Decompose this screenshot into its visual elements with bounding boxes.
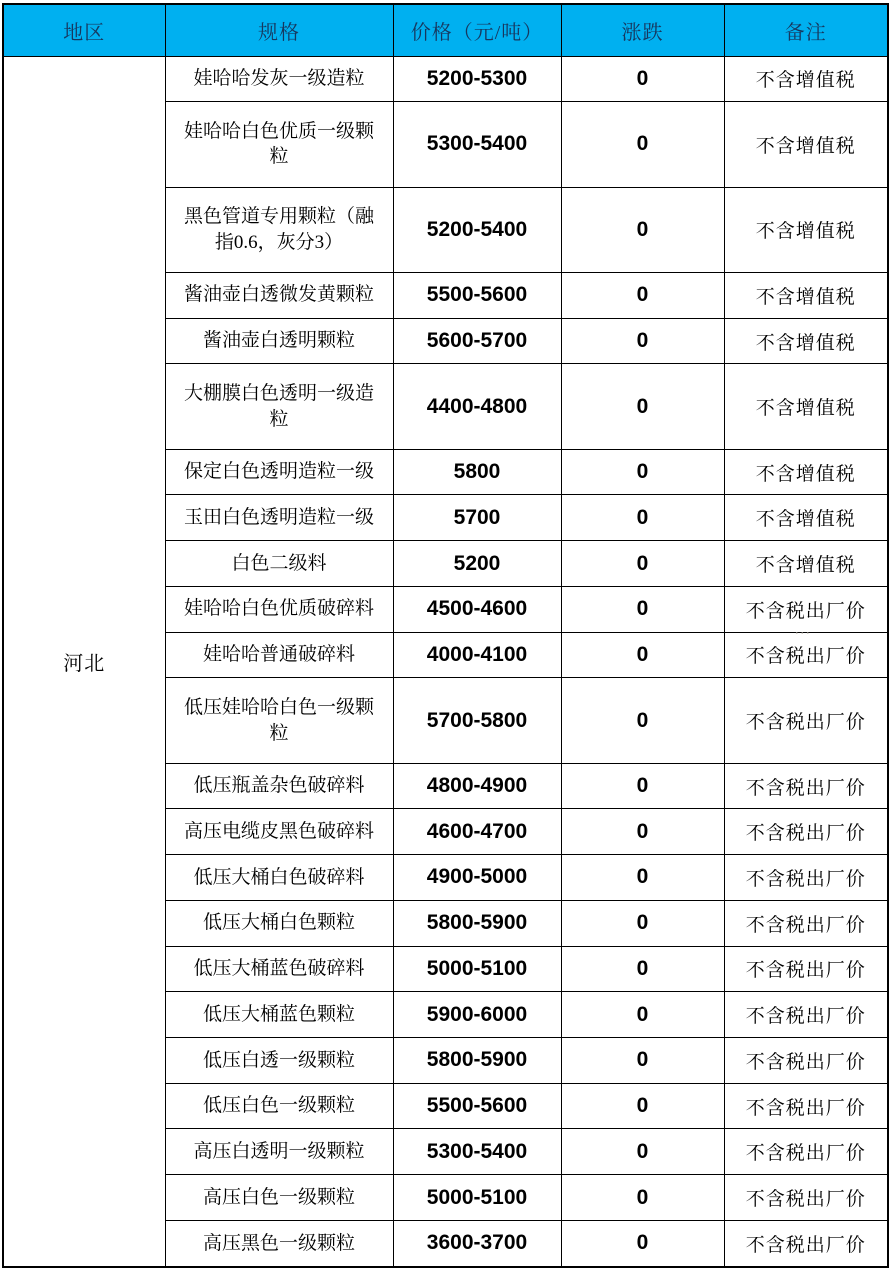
note-cell: 不含增值税	[724, 449, 888, 495]
note-cell: 不含税出厂价	[724, 1175, 888, 1221]
header-row	[3, 4, 888, 56]
note-cell: 不含税出厂价	[724, 678, 888, 763]
spec-cell: 酱油壶白透明颗粒	[165, 318, 393, 364]
spec-cell: 娃哈哈普通破碎料	[165, 632, 393, 678]
price-table	[2, 3, 889, 1268]
table-row	[3, 56, 888, 102]
change-cell: 0	[561, 364, 724, 449]
price-cell: 4900-5000	[393, 855, 561, 901]
change-cell: 0	[561, 900, 724, 946]
change-cell: 0	[561, 1083, 724, 1129]
note-cell: 不含税出厂价	[724, 632, 888, 678]
price-cell: 3600-3700	[393, 1220, 561, 1267]
change-cell: 0	[561, 809, 724, 855]
note-cell: 不含增值税	[724, 318, 888, 364]
note-cell: 不含增值税	[724, 495, 888, 541]
spec-cell: 低压瓶盖杂色破碎料	[165, 763, 393, 809]
change-cell: 0	[561, 1038, 724, 1084]
spec-cell: 玉田白色透明造粒一级	[165, 495, 393, 541]
change-cell: 0	[561, 56, 724, 102]
spec-cell: 低压白透一级颗粒	[165, 1038, 393, 1084]
header-cell-spec: 规格	[165, 4, 393, 56]
price-cell: 5700	[393, 495, 561, 541]
table-body	[3, 56, 888, 1267]
price-cell: 4500-4600	[393, 586, 561, 632]
spec-cell: 低压大桶白色破碎料	[165, 855, 393, 901]
change-cell: 0	[561, 763, 724, 809]
note-cell: 不含增值税	[724, 102, 888, 187]
change-cell: 0	[561, 449, 724, 495]
change-cell: 0	[561, 586, 724, 632]
note-cell: 不含税出厂价	[724, 946, 888, 992]
region-cell: 河北	[3, 56, 165, 1267]
price-cell: 5800-5900	[393, 1038, 561, 1084]
note-cell: 不含增值税	[724, 56, 888, 102]
change-cell: 0	[561, 187, 724, 272]
note-cell: 不含税出厂价	[724, 900, 888, 946]
spec-cell: 低压大桶白色颗粒	[165, 900, 393, 946]
price-cell: 5900-6000	[393, 992, 561, 1038]
price-cell: 5500-5600	[393, 272, 561, 318]
spec-cell: 高压黑色一级颗粒	[165, 1220, 393, 1267]
change-cell: 0	[561, 1220, 724, 1267]
change-cell: 0	[561, 541, 724, 587]
note-cell: 不含税出厂价	[724, 992, 888, 1038]
price-cell: 5800-5900	[393, 900, 561, 946]
price-cell: 5300-5400	[393, 1129, 561, 1175]
header-cell-region: 地区	[3, 4, 165, 56]
header-cell-change: 涨跌	[561, 4, 724, 56]
spec-cell: 娃哈哈发灰一级造粒	[165, 56, 393, 102]
spec-cell: 高压白透明一级颗粒	[165, 1129, 393, 1175]
change-cell: 0	[561, 318, 724, 364]
spec-cell: 低压大桶蓝色破碎料	[165, 946, 393, 992]
price-cell: 5800	[393, 449, 561, 495]
price-cell: 5700-5800	[393, 678, 561, 763]
change-cell: 0	[561, 1129, 724, 1175]
price-cell: 5300-5400	[393, 102, 561, 187]
header-cell-price: 价格（元/吨）	[393, 4, 561, 56]
note-cell: 不含增值税	[724, 272, 888, 318]
change-cell: 0	[561, 495, 724, 541]
note-cell: 不含增值税	[724, 187, 888, 272]
spec-cell: 高压白色一级颗粒	[165, 1175, 393, 1221]
price-cell: 5200-5400	[393, 187, 561, 272]
change-cell: 0	[561, 946, 724, 992]
change-cell: 0	[561, 102, 724, 187]
spec-cell: 黑色管道专用颗粒（融指0.6，灰分3）	[165, 187, 393, 272]
spec-cell: 低压大桶蓝色颗粒	[165, 992, 393, 1038]
spec-cell: 酱油壶白透微发黄颗粒	[165, 272, 393, 318]
header-cell-note: 备注	[724, 4, 888, 56]
change-cell: 0	[561, 992, 724, 1038]
change-cell: 0	[561, 1175, 724, 1221]
note-cell: 不含税出厂价	[724, 1220, 888, 1267]
note-cell: 不含增值税	[724, 364, 888, 449]
spec-cell: 白色二级料	[165, 541, 393, 587]
price-cell: 4000-4100	[393, 632, 561, 678]
price-cell: 5500-5600	[393, 1083, 561, 1129]
change-cell: 0	[561, 678, 724, 763]
note-cell: 不含税出厂价	[724, 763, 888, 809]
spec-cell: 高压电缆皮黑色破碎料	[165, 809, 393, 855]
price-cell: 4800-4900	[393, 763, 561, 809]
note-cell: 不含增值税	[724, 541, 888, 587]
note-cell: 不含税出厂价	[724, 586, 888, 632]
change-cell: 0	[561, 632, 724, 678]
note-cell: 不含税出厂价	[724, 1129, 888, 1175]
price-cell: 4400-4800	[393, 364, 561, 449]
price-cell: 5200-5300	[393, 56, 561, 102]
spec-cell: 娃哈哈白色优质破碎料	[165, 586, 393, 632]
change-cell: 0	[561, 855, 724, 901]
spec-cell: 保定白色透明造粒一级	[165, 449, 393, 495]
spec-cell: 娃哈哈白色优质一级颗粒	[165, 102, 393, 187]
spec-cell: 低压白色一级颗粒	[165, 1083, 393, 1129]
price-cell: 5000-5100	[393, 946, 561, 992]
note-cell: 不含税出厂价	[724, 855, 888, 901]
note-cell: 不含税出厂价	[724, 1083, 888, 1129]
price-cell: 4600-4700	[393, 809, 561, 855]
price-cell: 5000-5100	[393, 1175, 561, 1221]
note-cell: 不含税出厂价	[724, 809, 888, 855]
price-cell: 5200	[393, 541, 561, 587]
note-cell: 不含税出厂价	[724, 1038, 888, 1084]
change-cell: 0	[561, 272, 724, 318]
spec-cell: 低压娃哈哈白色一级颗粒	[165, 678, 393, 763]
price-cell: 5600-5700	[393, 318, 561, 364]
watermark-dots: ...	[795, 623, 812, 638]
spec-cell: 大棚膜白色透明一级造粒	[165, 364, 393, 449]
